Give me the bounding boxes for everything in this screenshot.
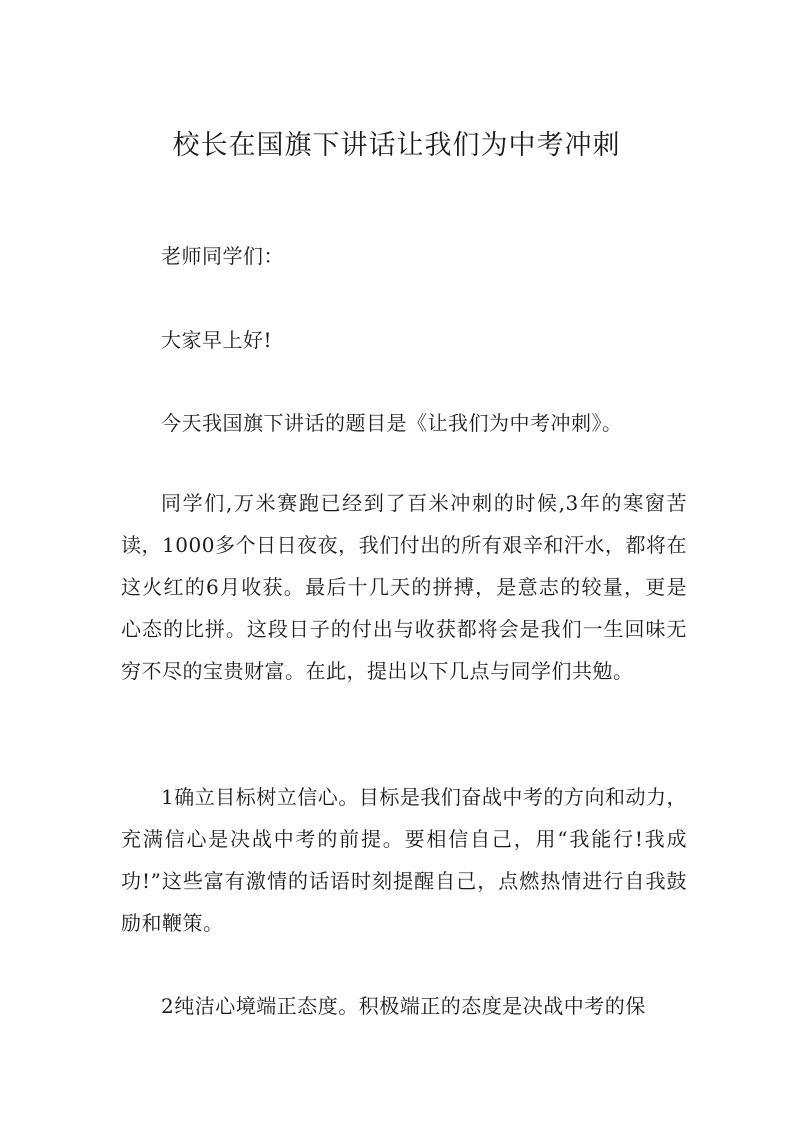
body-paragraph-intro: 同学们,万米赛跑已经到了百米冲刺的时候,3年的寒窗苦读，1000多个日日夜夜，我们付出的所有艰辛和汗水，都将在这火红的6月收获。最后十几天的拼搏，是意志的较量，更是心态的比拼。这段日子的付出与收获都将会是我们一生回味无穷不尽的宝贵财富。在此，提出以下几点与同学们共勉。 xyxy=(121,491,687,683)
body-paragraph-point-2: 2纯洁心境端正态度。积极端正的态度是决战中考的保 xyxy=(161,994,646,1018)
body-paragraph-point-1: 1确立目标树立信心。目标是我们奋战中考的方向和动力，充满信心是决战中考的前提。要相信自己，用“我能行!我成功!”这些富有激情的话语时刻提醒自己，点燃热情进行自我鼓励和鞭策。 xyxy=(121,785,687,935)
document-title: 校长在国旗下讲话让我们为中考冲刺 xyxy=(172,130,621,161)
greeting-paragraph: 老师同学们： xyxy=(161,244,284,268)
hello-paragraph: 大家早上好! xyxy=(161,328,273,352)
topic-paragraph: 今天我国旗下讲话的题目是《让我们为中考冲刺》。 xyxy=(161,411,623,435)
